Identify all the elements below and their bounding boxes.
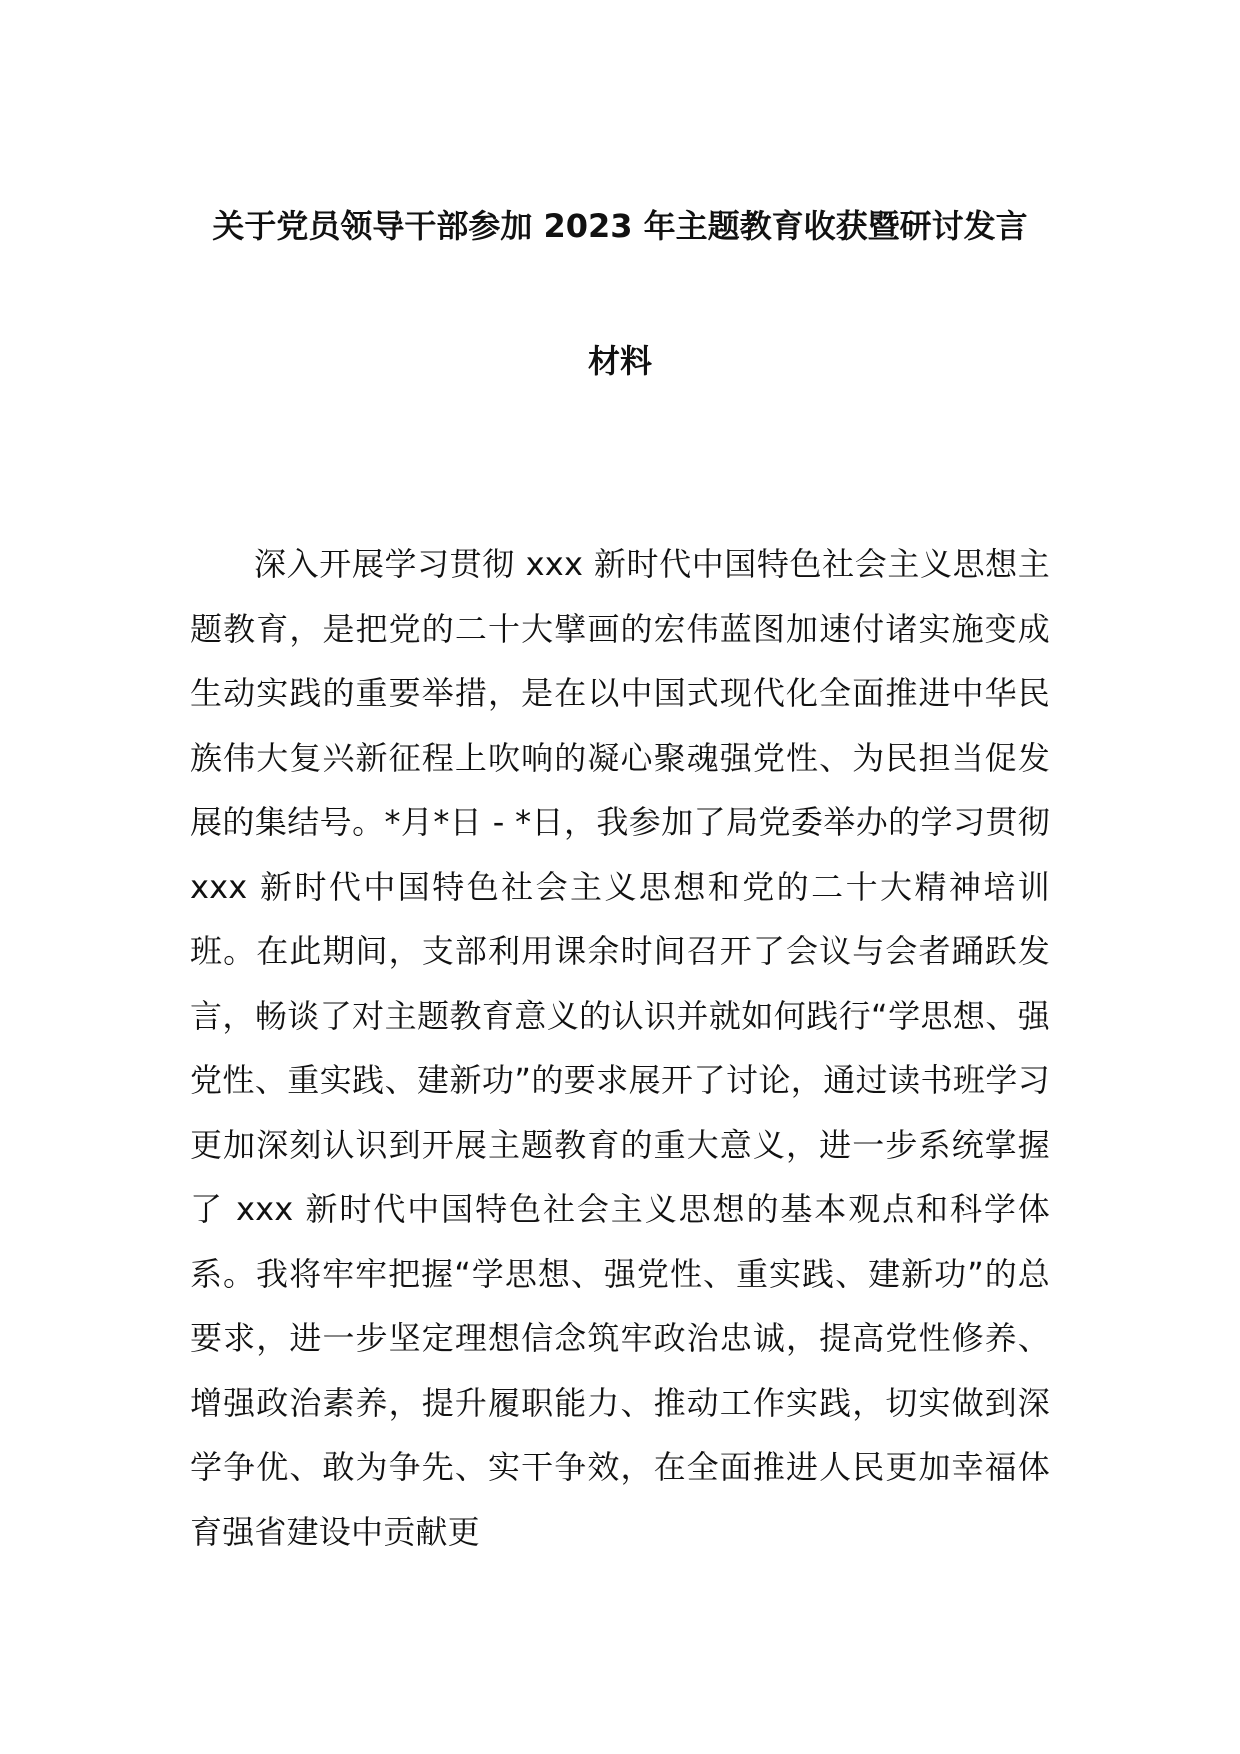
document-title xyxy=(190,207,1050,380)
title-line-2: 材料 xyxy=(587,342,652,380)
body-paragraph: 深入开展学习贯彻 xxx 新时代中国特色社会主义思想主题教育，是把党的二十大擘画的宏伟蓝图加速付诸实施变成生动实践的重要举措，是在以中国式现代化全面推进中华民族伟大复兴新征程上吹响的凝心聚魂强党性、为民担当促发展的集结号。*月*日 - *日，我参加了局党委举办的学习贯彻 xxx 新时代中国特色社会主义思想和党的二十大精神培训班。在此期间，支部利用课余时间召开了会议与会者踊跃发言，畅谈了对主题教育意义的认识并就如何践行“学思想、强党性、重实践、建新功”的要求展开了讨论，通过读书班学习更加深刻认识到开展主题教育的重大意义，进一步系统掌握了 xxx 新时代中国特色社会主义思想的基本观点和科学体系。我将牢牢把握“学思想、强党性、重实践、建新功”的总要求，进一步坚定理想信念筑牢政治忠诚，提高党性修养、增强政治素养，提升履职能力、推动工作实践，切实做到深学争优、敢为争先、实干争效，在全面推进人民更加幸福体育强省建设中贡献更 xyxy=(190,545,1050,1551)
title-line-1: 关于党员领导干部参加 2023 年主题教育收获暨研讨发言 xyxy=(212,207,1028,245)
